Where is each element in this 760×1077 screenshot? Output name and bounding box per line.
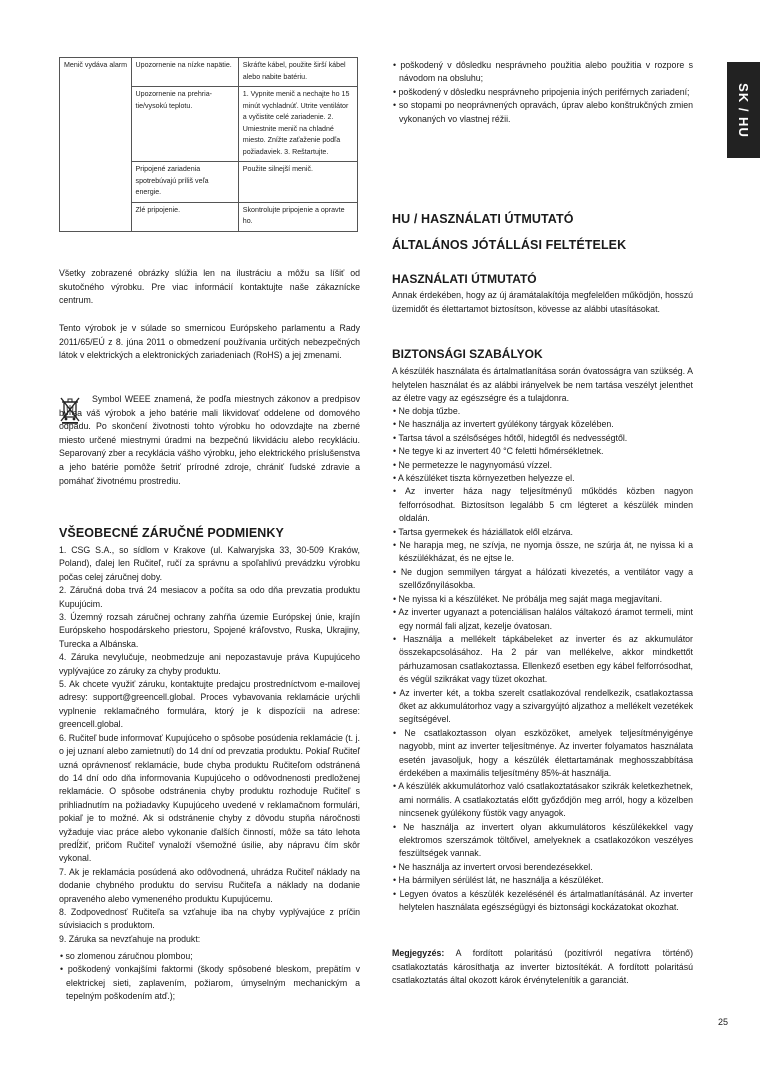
safety-list [392,405,693,914]
table-cell: Pripojené zariadenia spotrebúvajú príliš veľa energie. [131,162,238,203]
table-cell: Skráťte kábel, použite širší kábel alebo nabite batériu. [238,58,357,87]
language-side-tab [727,62,760,158]
list-item: • Legyen óvatos a készülék kezelésénél és ártalmatlanításánál. Az inverter helytelen használata egészségügyi és biztonsági kockázatokat okozhat. [392,888,693,915]
warranty-heading: VŠEOBECNÉ ZÁRUČNÉ PODMIENKY [59,526,284,540]
page-number: 25 [718,1017,729,1027]
list-item: 4. Záruka nevylučuje, neobmedzuje ani nepozastavuje práva Kupujúceho vyplývajúce zo záruky za chyby produktu. [59,652,360,676]
table-cell: Menič vydáva alarm [60,58,132,232]
list-item: • Ne használja az invertert gyúlékony tárgyak közelében. [392,418,693,431]
list-item: • poškodený v dôsledku nesprávneho pripojenia iných periférnych zariadení; [392,86,693,99]
safety-intro: A készülék használata és ártalmatlanítása során óvatosságra van szükség. A helytelen használat és az alábbi irányelvek be nem tartása veszélyt jelenthet az életre vagy az egészségre és a tulajdonra. [392,366,693,404]
list-item: • Ne permetezze le nagynyomású vízzel. [392,459,693,472]
list-item: • Az inverter két, a tokba szerelt csatlakozóval rendelkezik, csatlakoztassa őket az akkumulátorhoz vagy a szivargyújtó aljzathoz a mellékelt vezetékek segítségével. [392,687,693,727]
list-item: • Ha bármilyen sérülést lát, ne használja a készüléket. [392,874,693,887]
list-item: • Az inverter ugyanazt a potenciálisan halálos váltakozó áramot termeli, mint egy normál fali aljzat, kezelje óvatosan. [392,606,693,633]
list-item: • Ne használja az invertert olyan akkumulátoros készülékekkel vagy elektromos szerszámok töltőivel, amelyeknek a csatlakozókon veszélyes feszültségek vannak. [392,821,693,861]
list-item: • Ne harapja meg, ne szívja, ne nyomja össze, ne szúrja át, ne nyissa ki a készülékházat, és ne ejtse le. [392,539,693,566]
warranty-list [59,544,360,946]
list-item: • so zlomenou záručnou plombou; [59,950,360,963]
list-item: • Tartsa távol a szélsőséges hőtől, hidegtől és nedvességtől. [392,432,693,445]
list-item: • A készülék akkumulátorhoz való csatlakoztatásakor szikrák keletkezhetnek, ami normális. A csatlakoztatás előtt győződjön meg arról, hogy a közelben nincsenek gyúlékony füstök vagy anyagok. [392,780,693,820]
weee-note: Symbol WEEE znamená, že podľa miestnych zákonov a predpisov by sa váš výrobok a jeho batérie mali likvidovať oddelene od domového odpadu. Po skončení životnosti tohto výrobku ho odovzdajte na zberné miesto určené miestnymi úradmi na bezpečnú likvidáciu alebo recykláciu. Separovaný zber a recyklácia vášho výrobku, jeho elektrického príslušenstva a jeho batérie pomôže šetriť prírodné zdroje, chrániť ľudské zdravie a pomáhať životnému prostrediu. [59,394,360,486]
rohs-note: Tento výrobok je v súlade so smernicou Európskeho parlamentu a Rady 2011/65/EÚ z 8. júna 2011 o obmedzení používania určitých nebezpečných látok v elektrických a elektronických zariadeniach (RoHS) a jej zmenami. [59,323,360,361]
list-item: 2. Záručná doba trvá 24 mesiacov a počíta sa odo dňa prevzatia produktu Kupujúcim. [59,585,360,609]
list-item: • poškodený vonkajšími faktormi (škody spôsobené bleskom, prepätím v elektrickej sieti, zaplavením, požiarom, úmyselným mechanickým a tepelným poškodením atď.); [59,963,360,1003]
list-item: 5. Ak chcete využiť záruku, kontaktujte predajcu prostredníctvom e-mailovej adresy: support@greencell.global. Proces vybavovania reklamácie urýchli vyplnenie reklamačného formulára, ktorý je k dispozícii na adrese: greencell.global. [59,679,360,730]
table-cell: Zlé pripojenie. [131,202,238,231]
note-label: Megjegyzés: [392,948,445,958]
list-item: • Használja a mellékelt tápkábeleket az inverter és az akkumulátor összekapcsolásához. Ha 2 pár van mellékelve, akkor mindkettőt párhuzamosan csatlakoztassa. Ellenkező esetben egy kábel felforrósodhat, és végül szikrákat vagy tüzet okozhat. [392,633,693,687]
exclusions-list-right [392,59,693,126]
list-item: • Ne tegye ki az invertert 40 °C feletti hőmérsékletnek. [392,445,693,458]
list-item: • so stopami po neoprávnených opravách, úprav alebo konštrukčných zmien vykonaných vo vlastnej réžii. [392,99,693,126]
list-item: • A készüléket tiszta környezetben helyezze el. [392,472,693,485]
hu-warranty-title: ÁLTALÁNOS JÓTÁLLÁSI FELTÉTELEK [392,238,627,252]
list-item: • poškodený v dôsledku nesprávneho použitia alebo použitia v rozpore s návodom na obsluhu; [392,59,693,86]
polarity-note [392,947,693,988]
list-item: 3. Územný rozsah záručnej ochrany zahŕňa územie Európskej únie, krajín Európskeho hospodárskeho priestoru, Spojené kráľovstvo, Ruska, Ukrajiny, Turecka a Albánska. [59,612,360,649]
list-item: 6. Ručiteľ bude informovať Kupujúceho o spôsobe posúdenia reklamácie (t. j. o jej uznaní alebo zamietnutí) do 14 dní od prevzatia produktu. Pokiaľ Ručiteľ uzná oprávnenosť reklamácie, bude chyba produktu Ručiteľom odstránená do 14 dní odo dňa informovania Kupujúceho o odôvodnenosti predloženej reklamácie. O spôsobe odstránenia chyby produktu rozhoduje Ručiteľ s prihliadnutím na požiadavky Kupujúceho uvedené v reklamačnom formulári, pokiaľ je to možné. Ak si odstránenie chyby z dôvodu stupňa náročnosti vyžaduje viac práce alebo vykonanie ďalších činností, môže sa táto lehota predĺžiť, pričom Ručiteľ vynaloží všemožné úsilie, aby nápravu čím skôr vykonal. [59,732,360,864]
list-item: • Ne csatlakoztasson olyan eszközöket, amelyek teljesítményigénye nagyobb, mint az inverter teljesítménye. Az inverter folyamatos használata esetén javasoljuk, hogy a készülék élettartamának meghosszabbítása érdekében a maximális teljesítmény 85%-át használja. [392,727,693,781]
manual-heading: HASZNÁLATI ÚTMUTATÓ [392,272,537,286]
table-row [60,58,358,87]
illustration-note: Všetky zobrazené obrázky slúžia len na ilustráciu a môžu sa líšiť od skutočného výrobku. Pre viac informácií kontaktujte naše zákaznícke centrum. [59,268,360,306]
troubleshooting-table [59,57,358,232]
list-item: • Ne dobja tűzbe. [392,405,693,418]
list-item: 8. Zodpovednosť Ručiteľa sa vzťahuje iba na chyby vyplývajúce z príčin súvisiacich s produktom. [59,906,360,931]
list-item: 7. Ak je reklamácia posúdená ako odôvodnená, uhrádza Ručiteľ náklady na dodanie chybného produktu do servisu Ručiteľa a náklady na dodanie opraveného alebo vymeneného produktu Kupujúcemu. [59,866,360,904]
table-cell: Upozornenie na nízke napätie. [131,58,238,87]
exclusions-list-left [59,950,360,1004]
manual-text: Annak érdekében, hogy az új áramátalakítója megfelelően működjön, hosszú üzemidőt és élettartamot biztosítson, kövesse az alábbi utasításokat. [392,290,693,314]
table-cell: 1. Vypnite menič a nechajte ho 15 minút vychladnúť. Utrite ventilátor a vyčistite celé zariadenie. 2. Umiestnite menič na chladné miesto. Znížte zaťaženie podľa požiadaviek. 3. Reštartujte. [238,87,357,162]
table-cell: Použite silnejší menič. [238,162,357,203]
list-item: • Ne használja az invertert orvosi berendezésekkel. [392,861,693,874]
safety-heading: BIZTONSÁGI SZABÁLYOK [392,347,543,361]
list-item: • Tartsa gyermekek és háziállatok elől elzárva. [392,526,693,539]
table-cell: Upozornenie na prehria-tie/vysokú teplotu. [131,87,238,162]
list-item: • Az inverter háza nagy teljesítményű működés közben nagyon felforrósodhat. Biztosítson legalább 5 cm légteret a készülék minden oldalán. [392,485,693,525]
list-item: 1. CSG S.A., so sídlom v Krakove (ul. Kalwaryjska 33, 30-509 Kraków, Poland), ďalej len Ručiteľ, ručí za správnu a spoľahlivú prevádzku výrobku počas celej záručnej doby. [59,545,360,582]
side-tab-label: SK / HU [736,82,752,138]
table-cell: Skontrolujte pripojenie a opravte ho. [238,202,357,231]
list-item: • Ne dugjon semmilyen tárgyat a hálózati kivezetés, a ventilátor vagy a szellőzőnyílásokba. [392,566,693,593]
list-item: 9. Záruka sa nevzťahuje na produkt: [59,933,201,944]
note-text: A fordított polaritású (pozitívról negatívra történő) csatlakoztatás károsíthatja az inverter biztosítékát. A fordított polaritású csatlakoztatás által okozott károk érvénytelenítik a garanciát. [392,948,693,986]
list-item: • Ne nyissa ki a készüléket. Ne próbálja meg saját maga megjavítani. [392,593,693,606]
hu-title: HU / HASZNÁLATI ÚTMUTATÓ [392,212,574,226]
